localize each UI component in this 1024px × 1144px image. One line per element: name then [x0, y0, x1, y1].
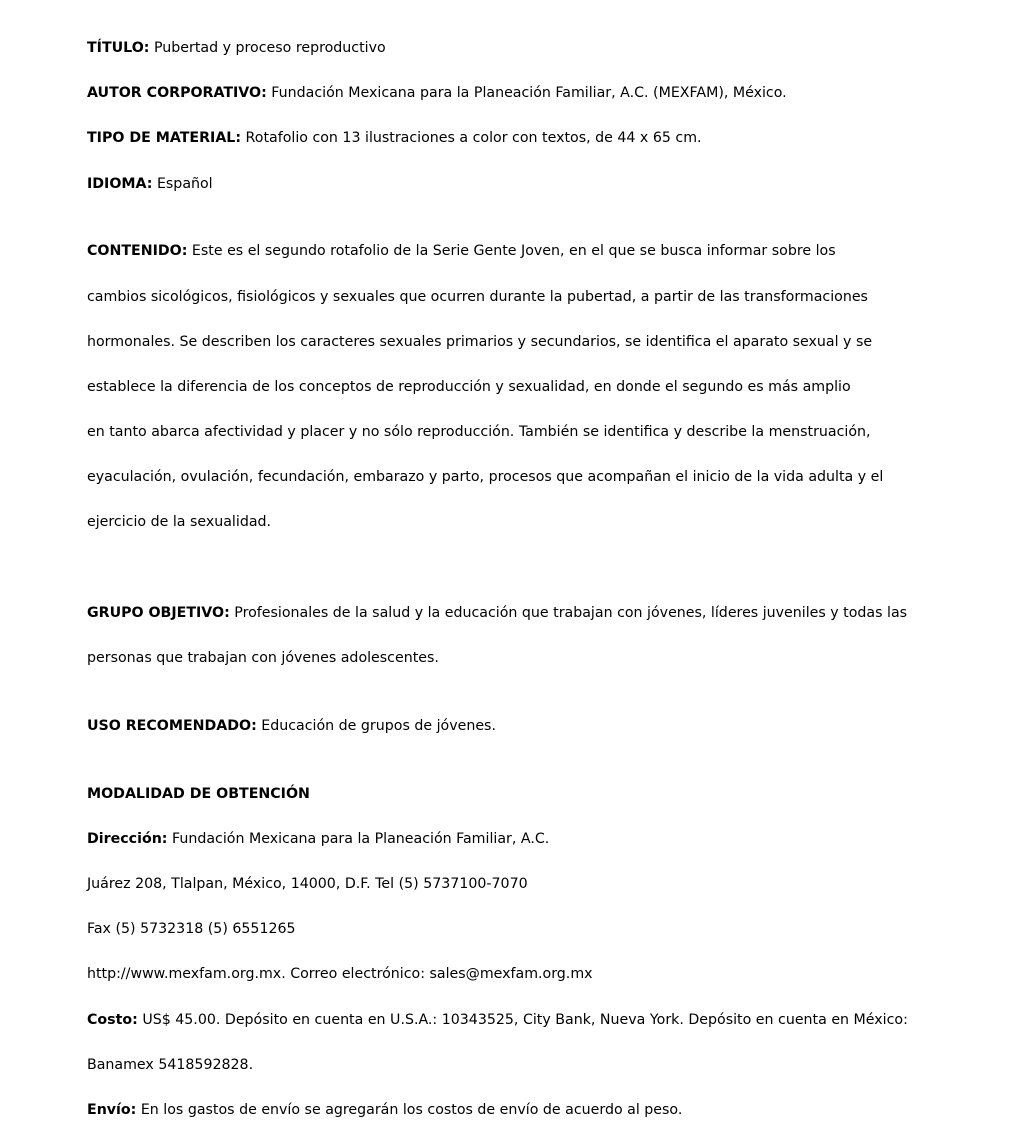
uso-label: USO RECOMENDADO:: [87, 717, 257, 734]
contenido-label: CONTENIDO:: [87, 243, 188, 260]
direccion-address: Juárez 208, Tlalpan, México, 14000, D.F. Tel (5) 5737100-7070: [87, 875, 528, 892]
modalidad-heading: MODALIDAD DE OBTENCIÓN: [87, 785, 310, 802]
contenido-line: cambios sicológicos, fisiológicos y sexuales que ocurren durante la pubertad, a partir de las transformaciones: [87, 288, 868, 305]
contenido-line: eyaculación, ovulación, fecundación, embarazo y parto, procesos que acompañan el inicio de la vida adulta y el: [87, 469, 884, 486]
costo-value: US$ 45.00. Depósito en cuenta en U.S.A.: 10343525, City Bank, Nueva York. Depósito en cuenta en México:: [142, 1011, 908, 1028]
tipo-label: TIPO DE MATERIAL:: [87, 130, 242, 147]
costo-label: Costo:: [87, 1011, 138, 1028]
web-email-line: http://www.mexfam.org.mx. Correo electrónico: sales@mexfam.org.mx: [87, 966, 593, 983]
autor-value: Fundación Mexicana para la Planeación Familiar, A.C. (MEXFAM), México.: [271, 85, 787, 102]
grupo-label: GRUPO OBJETIVO:: [87, 604, 230, 621]
envio-value: En los gastos de envío se agregarán los costos de envío de acuerdo al peso.: [140, 1101, 683, 1118]
contenido-line: ejercicio de la sexualidad.: [87, 514, 272, 531]
grupo-line: personas que trabajan con jóvenes adolescentes.: [87, 650, 439, 667]
direccion-line: [87, 828, 964, 851]
idioma-value: Español: [156, 175, 213, 192]
grupo-field: [87, 579, 964, 692]
envio-line: [87, 1099, 964, 1122]
titulo-value: Pubertad y proceso reproductivo: [153, 40, 386, 56]
autor-field: [87, 82, 964, 105]
titulo-field: [87, 37, 964, 60]
direccion-label: Dirección:: [87, 830, 168, 847]
grupo-text: Profesionales de la salud y la educación que trabajan con jóvenes, líderes juveniles y todas las: [234, 604, 908, 621]
contenido-text: Este es el segundo rotafolio de la Serie Gente Joven, en el que se busca informar sobre los: [191, 243, 836, 260]
tipo-value: Rotafolio con 13 ilustraciones a color con textos, de 44 x 65 cm.: [245, 130, 702, 147]
contenido-line: establece la diferencia de los conceptos de reproducción y sexualidad, en donde el segundo es más amplio: [87, 378, 851, 395]
grupo-line: [87, 602, 964, 625]
titulo-label: TÍTULO:: [87, 40, 150, 56]
contenido-line: [87, 240, 964, 263]
autor-label: AUTOR CORPORATIVO:: [87, 85, 267, 102]
contenido-field: [87, 218, 964, 557]
idioma-field: [87, 173, 964, 196]
uso-value: Educación de grupos de jóvenes.: [261, 717, 496, 734]
tipo-field: [87, 127, 964, 150]
modalidad-section: [87, 760, 964, 1144]
contenido-line: hormonales. Se describen los caracteres sexuales primarios y secundarios, se identifica el aparato sexual y se: [87, 333, 873, 350]
contenido-line: en tanto abarca afectividad y placer y no sólo reproducción. También se identifica y describe la menstruación,: [87, 424, 871, 441]
fax-line: Fax (5) 5732318 (5) 6551265: [87, 921, 296, 938]
costo-line: [87, 1009, 964, 1032]
direccion-value: Fundación Mexicana para la Planeación Familiar, A.C.: [171, 830, 550, 847]
costo-line-2: Banamex 5418592828.: [87, 1056, 254, 1073]
idioma-label: IDIOMA:: [87, 175, 153, 192]
uso-field: [87, 715, 964, 738]
envio-label: Envío:: [87, 1101, 137, 1118]
